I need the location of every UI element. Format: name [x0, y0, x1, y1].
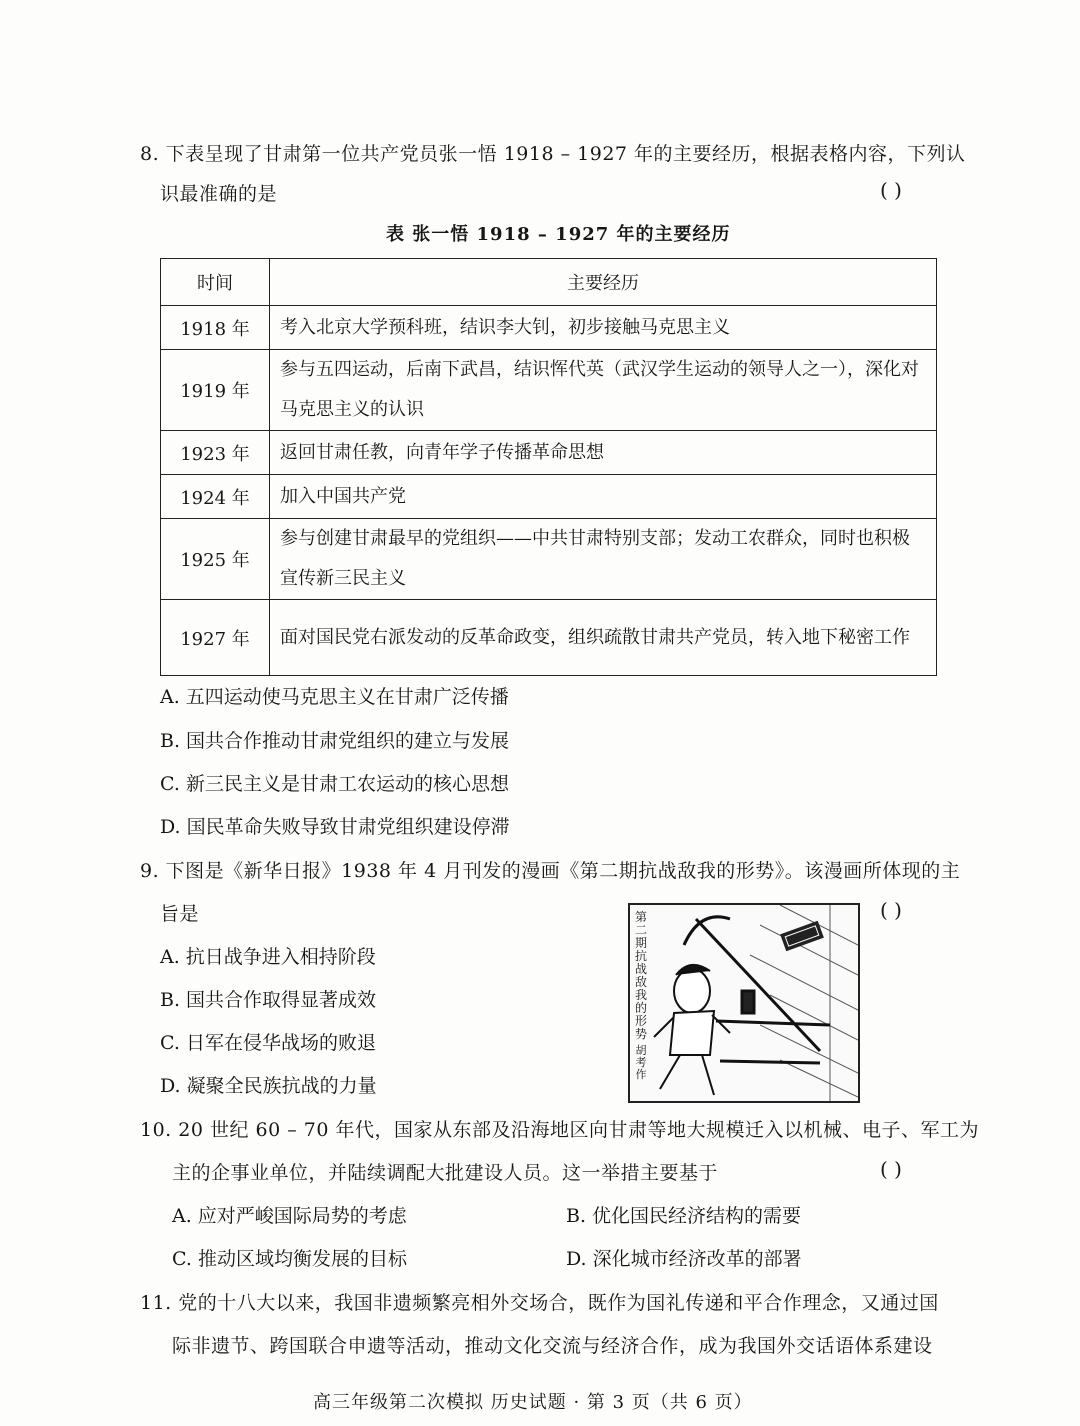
q9-stem-line1: 9. 下图是《新华日报》1938 年 4 月刊发的漫画《第二期抗战敌我的形势》。该漫画所体现的主: [140, 860, 961, 882]
table-row: [161, 431, 937, 475]
q10-option-a: A. 应对严峻国际局势的考虑: [172, 1205, 407, 1227]
row-text: 加入中国共产党: [270, 475, 937, 519]
row-year: 1924 年: [161, 475, 270, 519]
row-text: 参与五四运动，后南下武昌，结识恽代英（武汉学生运动的领导人之一），深化对马克思主义的认识: [270, 350, 937, 431]
q9-option-a: A. 抗日战争进入相持阶段: [160, 946, 376, 968]
cartoon-author: 胡考作: [635, 1044, 647, 1081]
table-row: [161, 519, 937, 600]
q10-option-c: C. 推动区域均衡发展的目标: [172, 1248, 407, 1270]
q11-stem-line1: 11. 党的十八大以来，我国非遗频繁亮相外交场合，既作为国礼传递和平合作理念，又通过国: [140, 1292, 939, 1314]
q9-answer-bracket: ( ): [880, 898, 902, 922]
q8-stem-line2: 识最准确的是: [160, 183, 278, 205]
q10-option-d: D. 深化城市经济改革的部署: [566, 1248, 802, 1270]
q10-stem-line1: 10. 20 世纪 60 – 70 年代，国家从东部及沿海地区向甘肃等地大规模迁入以机械、电子、军工为: [140, 1119, 979, 1141]
q8-stem-line1: 8. 下表呈现了甘肃第一位共产党员张一悟 1918 – 1927 年的主要经历，根据表格内容，下列认: [140, 143, 966, 165]
q8-option-a: A. 五四运动使马克思主义在甘肃广泛传播: [160, 686, 509, 708]
row-text: 考入北京大学预科班，结识李大钊，初步接触马克思主义: [270, 306, 937, 350]
q8-answer-bracket: ( ): [880, 178, 902, 202]
q8-table-caption: 表 张一悟 1918 – 1927 年的主要经历: [386, 224, 731, 245]
q10-stem-line2: 主的企事业单位，并陆续调配大批建设人员。这一举措主要基于: [172, 1162, 719, 1184]
table-header-row: [161, 259, 937, 306]
row-year: 1925 年: [161, 519, 270, 600]
row-year: 1923 年: [161, 431, 270, 475]
table-row: [161, 600, 937, 676]
table-row: [161, 350, 937, 431]
q10-answer-bracket: ( ): [880, 1157, 902, 1181]
row-year: 1919 年: [161, 350, 270, 431]
q10-option-b: B. 优化国民经济结构的需要: [566, 1205, 802, 1227]
row-text: 返回甘肃任教，向青年学子传播革命思想: [270, 431, 937, 475]
table-row: [161, 475, 937, 519]
cartoon-title: 第二期抗战敌我的形势: [634, 910, 647, 1041]
q9-option-b: B. 国共合作取得显著成效: [160, 989, 377, 1011]
row-year: 1927 年: [161, 600, 270, 676]
row-year: 1918 年: [161, 306, 270, 350]
war-situation-cartoon: [628, 903, 860, 1103]
q8-option-b: B. 国共合作推动甘肃党组织的建立与发展: [160, 730, 510, 752]
q9-option-d: D. 凝聚全民族抗战的力量: [160, 1075, 377, 1097]
header-experience: 主要经历: [270, 259, 937, 306]
header-time: 时间: [161, 259, 270, 306]
q9-stem-line2: 旨是: [160, 903, 200, 925]
fleeing-soldier-figure: [654, 965, 730, 1095]
q9-option-c: C. 日军在侵华战场的败退: [160, 1032, 376, 1054]
row-text: 参与创建甘肃最早的党组织——中共甘肃特别支部；发动工农群众，同时也积极宣传新三民主义: [270, 519, 937, 600]
q8-option-c: C. 新三民主义是甘肃工农运动的核心思想: [160, 773, 509, 795]
row-text: 面对国民党右派发动的反革命政变，组织疏散甘肃共产党员，转入地下秘密工作: [270, 600, 937, 676]
table-row: [161, 306, 937, 350]
experience-table: [160, 258, 937, 676]
q8-option-d: D. 国民革命失败导致甘肃党组织建设停滞: [160, 816, 510, 838]
page-footer: 高三年级第二次模拟 历史试题 · 第 3 页（共 6 页）: [313, 1392, 753, 1413]
cartoon-drawing: [630, 905, 858, 1101]
q11-stem-line2: 际非遗节、跨国联合申遗等活动，推动文化交流与经济合作，成为我国外交话语体系建设: [172, 1335, 933, 1357]
